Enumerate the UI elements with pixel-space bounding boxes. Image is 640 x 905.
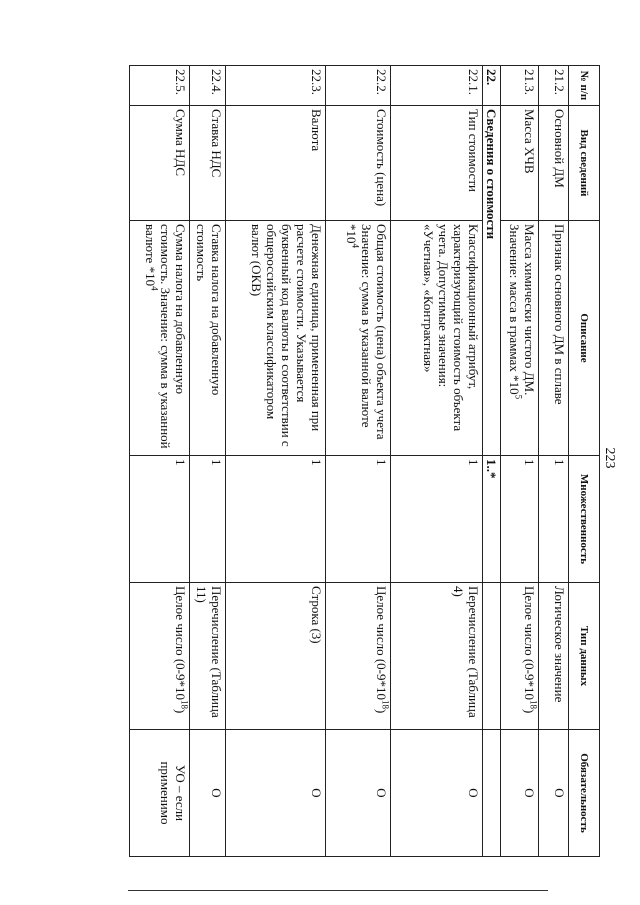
cell-data-type: Строка (3) xyxy=(226,583,326,730)
header-no: № п/п xyxy=(569,66,600,106)
table-row xyxy=(130,66,190,857)
cell-kind: Тип стоимости xyxy=(391,106,483,221)
table-row xyxy=(391,66,483,857)
cell-required: УО – если применимо xyxy=(130,730,190,857)
cell-no: 22. xyxy=(483,66,501,106)
rotated-table-wrapper xyxy=(90,65,600,855)
cell-kind: Стоимость (цена) xyxy=(326,106,391,221)
cell-kind: Ставка НДС xyxy=(190,106,226,221)
page-number: 223 xyxy=(602,447,617,469)
cell-description: Масса химически чистого ДМ. Значение: масса в граммах $*10^5$ xyxy=(501,221,539,456)
table-row xyxy=(226,66,326,857)
section-row xyxy=(483,66,501,857)
cell-kind: Валюта xyxy=(226,106,326,221)
cell-multiplicity: 1 xyxy=(190,456,226,583)
cell-required: О xyxy=(501,730,539,857)
cell-no: 22.4. xyxy=(190,66,226,106)
cell-multiplicity: 1 xyxy=(326,456,391,583)
cell-data-type: Перечисление (Таблица 4) xyxy=(391,583,483,730)
cell-description: Классификационный атрибут, характеризующий стоимость объекта учета. Допустимые значения: «Учетная», «Контрактная» xyxy=(391,221,483,456)
cell-required: О xyxy=(539,730,569,857)
cell-data-type: Логическое значение xyxy=(539,583,569,730)
cell-no: 22.3. xyxy=(226,66,326,106)
cell-data-type: Перечисление (Таблица 11) xyxy=(190,583,226,730)
cell-data-type xyxy=(483,583,501,730)
cell-required: О xyxy=(226,730,326,857)
table-row xyxy=(326,66,391,857)
header-kind: Вид сведений xyxy=(569,106,600,221)
cell-no: 21.3. xyxy=(501,66,539,106)
cell-kind: Основной ДМ xyxy=(539,106,569,221)
header-description: Описание xyxy=(569,221,600,456)
cell-kind: Сумма НДС xyxy=(130,106,190,221)
section-title: Сведения о стоимости xyxy=(483,106,501,456)
cell-multiplicity: 1 xyxy=(501,456,539,583)
cell-description: Сумма налога на добавленную стоимость. Значение: сумма в указанной валюте $*10^4$ xyxy=(130,221,190,456)
cell-description: Денежная единица, примененная при расчете стоимости. Указывается буквенный код валюты в соответствии с общероссийским классификатором валют (ОКВ) xyxy=(226,221,326,456)
cell-data-type: Целое число $(0-9*10^{18})$ xyxy=(130,583,190,730)
cell-multiplicity: 1 xyxy=(391,456,483,583)
cell-description: Признак основного ДМ в сплаве xyxy=(539,221,569,456)
header-required: Обязательность xyxy=(569,730,600,857)
cell-no: 22.2. xyxy=(326,66,391,106)
cell-multiplicity: 1..* xyxy=(483,456,501,583)
cell-no: 22.5. xyxy=(130,66,190,106)
cell-data-type: Целое число $(0-9*10^{18})$ xyxy=(326,583,391,730)
cell-required: О xyxy=(190,730,226,857)
cell-required: О xyxy=(326,730,391,857)
table-row xyxy=(190,66,226,857)
cell-required xyxy=(483,730,501,857)
page-bottom-rule xyxy=(128,890,548,891)
cell-no: 21.2. xyxy=(539,66,569,106)
table-header-row xyxy=(569,66,600,857)
cell-description: Ставка налога на добавленную стоимость xyxy=(190,221,226,456)
header-multiplicity: Множественность xyxy=(569,456,600,583)
table-row xyxy=(539,66,569,857)
cell-data-type: Целое число $(0-9*10^{18})$ xyxy=(501,583,539,730)
cell-multiplicity: 1 xyxy=(226,456,326,583)
data-table xyxy=(129,65,600,857)
header-data-type: Тип данных xyxy=(569,583,600,730)
cell-no: 22.1. xyxy=(391,66,483,106)
table-row xyxy=(501,66,539,857)
cell-multiplicity: 1 xyxy=(539,456,569,583)
cell-required: О xyxy=(391,730,483,857)
cell-kind: Масса ХЧВ xyxy=(501,106,539,221)
cell-description: Общая стоимость (цена) объекта учета Значение: сумма в указанной валюте $*10^4$ xyxy=(326,221,391,456)
cell-multiplicity: 1 xyxy=(130,456,190,583)
